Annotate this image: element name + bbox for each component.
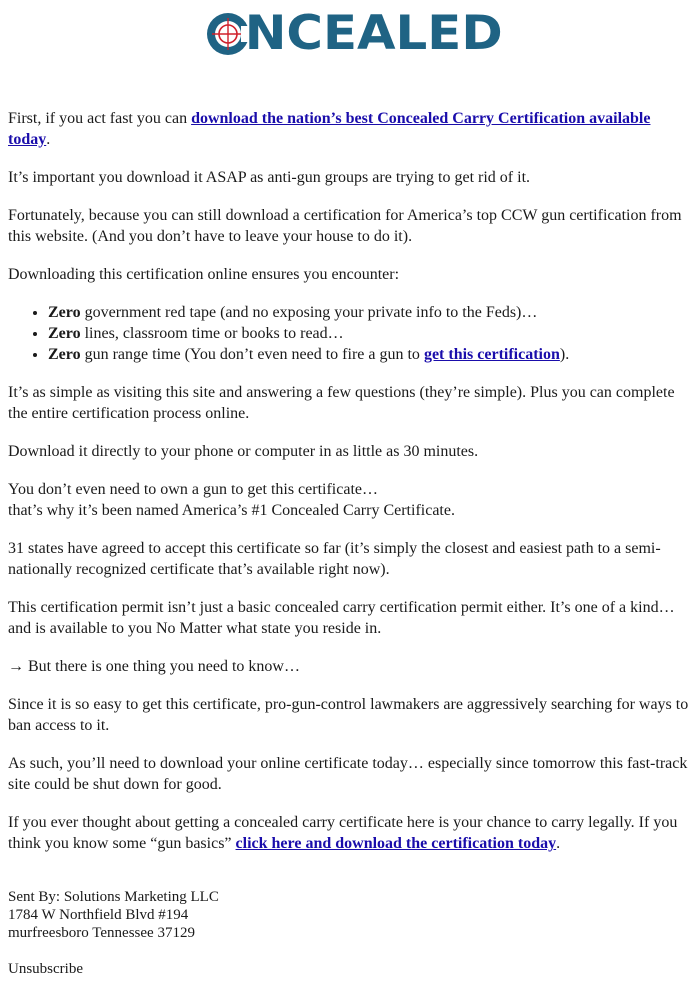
intro-end: . <box>46 131 51 148</box>
fortunately-paragraph: Fortunately, because you can still download a certification for America’s top CCW gun certification from this website. (And you don’t have to leave your house to do it). <box>8 207 682 245</box>
own-gun-paragraph <box>8 479 692 521</box>
address-line-1: 1784 W Northfield Blvd #194 <box>8 907 189 923</box>
intro-paragraph <box>8 108 692 150</box>
footer <box>8 888 692 978</box>
sent-by: Sent By: Solutions Marketing LLC <box>8 889 219 905</box>
such-paragraph: As such, you’ll need to download your online certificate today… especially since tomorrow this fast-track site could be shut down for good. <box>8 755 688 793</box>
bullet-bold: Zero <box>48 325 81 342</box>
bullet-bold: Zero <box>48 304 81 321</box>
simple-paragraph: It’s as simple as visiting this site and answering a few questions (they’re simple). Plus you can complete the entire certification process online. <box>8 384 675 422</box>
email-body <box>8 108 692 978</box>
asap-paragraph: It’s important you download it ASAP as anti-gun groups are trying to get rid of it. <box>8 169 531 186</box>
easy-paragraph: Since it is so easy to get this certificate, pro-gun-control lawmakers are aggressively searching for ways to ban access to it. <box>8 696 689 734</box>
bullet-text: government red tape (and no exposing your private info to the Feds)… <box>80 304 538 321</box>
bullet-text: lines, classroom time or books to read… <box>80 325 344 342</box>
bullet-text: gun range time (You don’t even need to fire a gun to <box>80 346 424 363</box>
brand-logo <box>205 6 503 61</box>
permit-paragraph: This certification permit isn’t just a basic concealed carry certification permit either. It’s one of a kind… and is available to you No Matter what state you reside in. <box>8 599 675 637</box>
closing-paragraph <box>8 812 692 854</box>
benefits-list <box>8 302 692 365</box>
click-here-link[interactable]: click here and download the certification today <box>235 835 557 852</box>
phone-paragraph: Download it directly to your phone or computer in as little as 30 minutes. <box>8 443 479 460</box>
states-paragraph: 31 states have agreed to accept this certificate so far (it’s simply the closest and easiest path to a semi-nationally recognized certificate that’s available right now). <box>8 540 661 578</box>
logo-wordmark: NCEALED <box>244 6 503 61</box>
intro-text: First, if you act fast you can <box>8 110 192 127</box>
bullet-bold: Zero <box>48 346 81 363</box>
unsubscribe-link[interactable]: Unsubscribe <box>8 961 83 977</box>
address-line-2: murfreesboro Tennessee 37129 <box>8 925 195 941</box>
get-certification-link[interactable]: get this certification <box>423 346 560 363</box>
downloading-paragraph: Downloading this certification online ensures you encounter: <box>8 266 400 283</box>
list-item <box>48 323 692 344</box>
closing-text: If you ever thought about getting a concealed carry certificate here is your chance to carry legally. If you think you know some “gun basics” <box>8 814 678 852</box>
own-gun-line-1: You don’t even need to own a gun to get this certificate… <box>8 481 378 498</box>
download-link[interactable]: download the nation’s best Concealed Carry Certification available today <box>8 110 651 148</box>
list-item <box>48 344 692 365</box>
own-gun-line-2: that’s why it’s been named America’s #1 Concealed Carry Certificate. <box>8 502 455 519</box>
bullet-end: ). <box>559 346 570 363</box>
arrow-paragraph: → But there is one thing you need to know… <box>8 658 300 675</box>
logo-container <box>0 8 700 60</box>
closing-end: . <box>556 835 561 852</box>
list-item <box>48 302 692 323</box>
